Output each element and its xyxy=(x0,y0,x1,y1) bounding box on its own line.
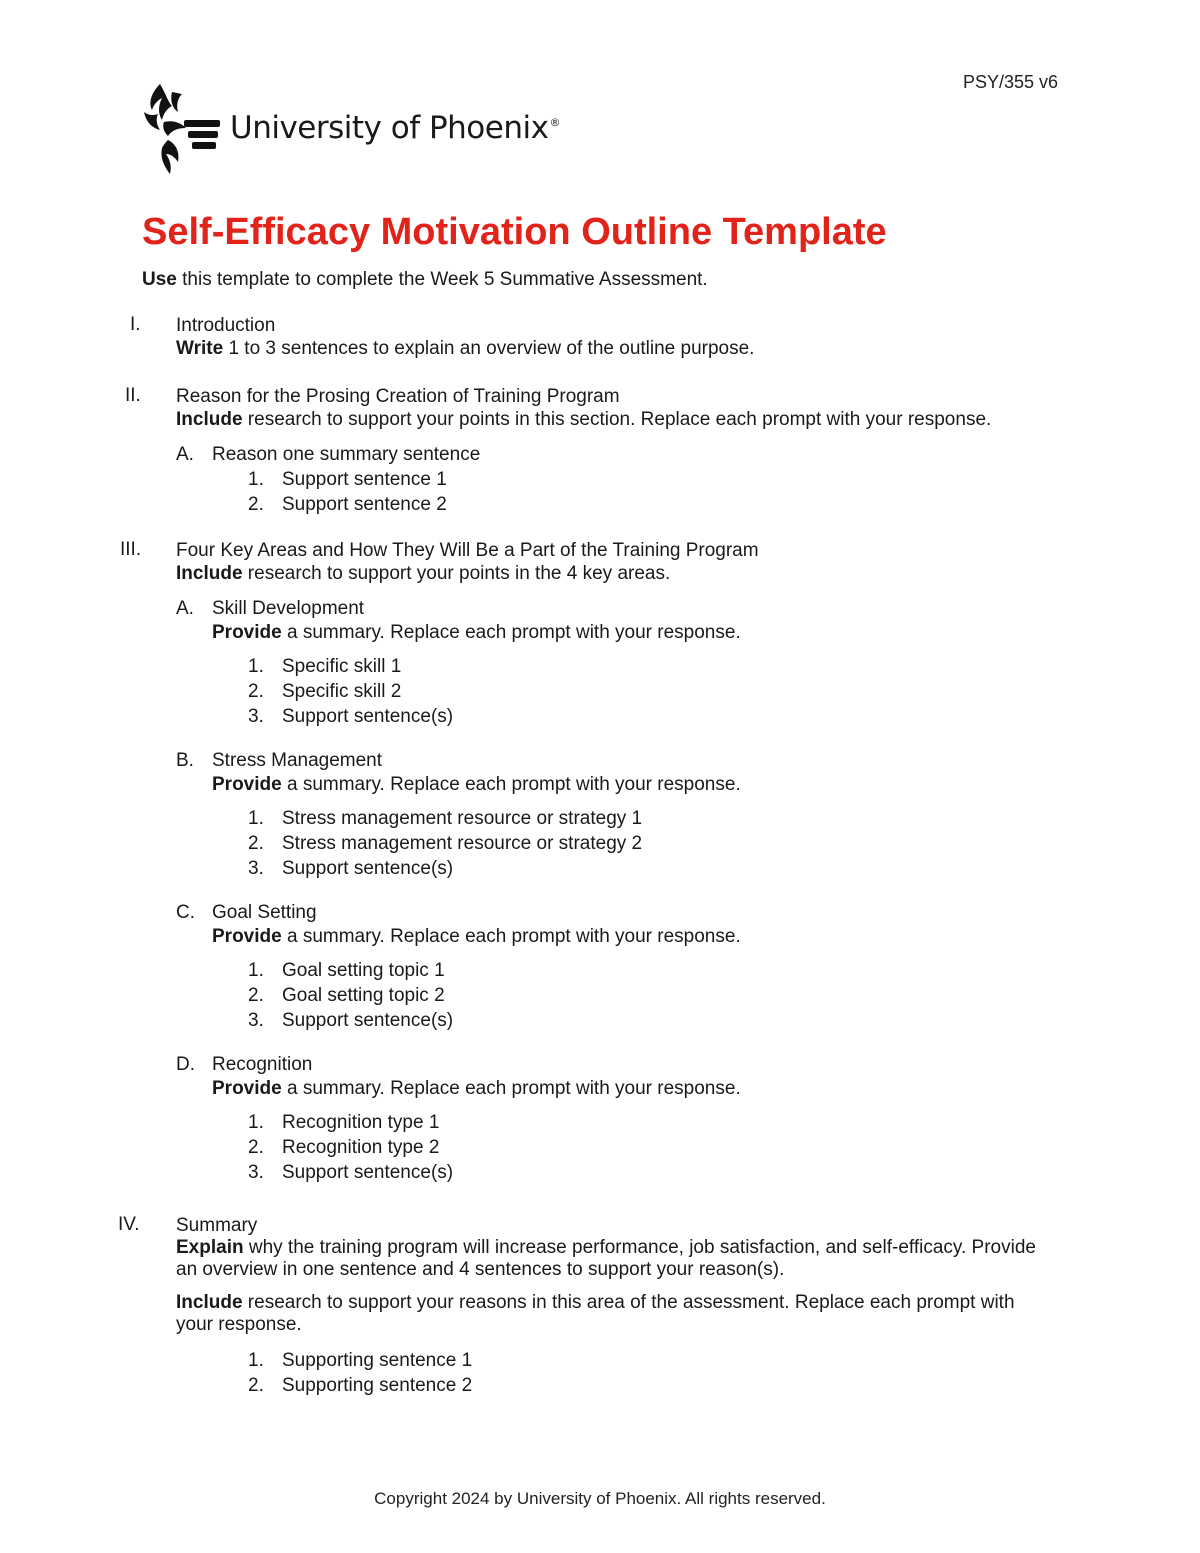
copyright-footer: Copyright 2024 by University of Phoenix. All rights reserved. xyxy=(374,1489,826,1508)
subsection-recognition xyxy=(176,1053,1056,1101)
list-item: 1. Support sentence 1 xyxy=(248,469,447,490)
subsection-reason-one xyxy=(176,443,1056,467)
list-item: 1. Recognition type 1 xyxy=(248,1112,440,1133)
list-item: 1. Stress management resource or strategy 1 xyxy=(248,808,643,829)
section-instruction: Explain why the training program will increase performance, job satisfaction, and self-efficacy. Provide an overview in one sentence and 4 sentences to support your reason(s). xyxy=(176,1237,1036,1280)
summary-list xyxy=(248,1348,1056,1398)
section-heading: Introduction xyxy=(176,315,276,336)
subsection-letter: A. xyxy=(176,598,194,619)
stress-list xyxy=(248,806,1056,881)
section-numeral: IV. xyxy=(118,1214,140,1235)
subsection-label: Recognition xyxy=(212,1054,313,1075)
section-heading: Four Key Areas and How They Will Be a Part of the Training Program xyxy=(176,540,759,561)
list-item: 3. Support sentence(s) xyxy=(248,706,454,727)
list-item: 3. Support sentence(s) xyxy=(248,858,454,879)
section-numeral: III. xyxy=(120,539,142,560)
subsection-skill-development xyxy=(176,597,1056,645)
list-item: 1. Supporting sentence 1 xyxy=(248,1350,473,1371)
phoenix-bird-icon xyxy=(142,82,222,174)
subsection-stress-management xyxy=(176,749,1056,797)
section-heading: Reason for the Prosing Creation of Training Program xyxy=(176,386,620,407)
subsection-letter: C. xyxy=(176,902,195,923)
list-item: 1. Goal setting topic 1 xyxy=(248,960,445,981)
goal-list xyxy=(248,958,1056,1033)
subsection-letter: A. xyxy=(176,444,194,465)
subsection-goal-setting xyxy=(176,901,1056,949)
recognition-list xyxy=(248,1110,1056,1185)
intro-instruction: Use this template to complete the Week 5 Summative Assessment. xyxy=(142,269,708,290)
list-item: 2. Specific skill 2 xyxy=(248,681,402,702)
subsection-instruction: Provide a summary. Replace each prompt with your response. xyxy=(212,1078,741,1099)
subsection-instruction: Provide a summary. Replace each prompt with your response. xyxy=(212,622,741,643)
subsection-letter: D. xyxy=(176,1054,195,1075)
subsection-label: Goal Setting xyxy=(212,902,317,923)
subsection-letter: B. xyxy=(176,750,194,771)
subsection-label: Skill Development xyxy=(212,598,365,619)
list-item: 2. Goal setting topic 2 xyxy=(248,985,445,1006)
section-numeral: II. xyxy=(125,385,141,406)
university-logo xyxy=(142,82,560,174)
logo-wordmark: University of Phoenix® xyxy=(230,110,560,146)
subsection-label: Stress Management xyxy=(212,750,383,771)
list-item: 1. Specific skill 1 xyxy=(248,656,402,677)
section-instruction: Include research to support your points in the 4 key areas. xyxy=(176,563,671,584)
section-instruction: Include research to support your points in this section. Replace each prompt with your response. xyxy=(176,409,992,430)
page-title: Self-Efficacy Motivation Outline Template xyxy=(142,211,887,253)
course-code: PSY/355 v6 xyxy=(962,72,1058,92)
skill-list xyxy=(248,654,1056,729)
list-item: 2. Stress management resource or strategy 2 xyxy=(248,833,643,854)
list-item: 2. Supporting sentence 2 xyxy=(248,1375,473,1396)
list-item: 2. Support sentence 2 xyxy=(248,494,447,515)
subsection-label: Reason one summary sentence xyxy=(212,444,481,465)
list-item: 3. Support sentence(s) xyxy=(248,1010,454,1031)
subsection-instruction: Provide a summary. Replace each prompt with your response. xyxy=(212,926,741,947)
section-instruction-research: Include research to support your reasons in this area of the assessment. Replace each prompt with your response. xyxy=(176,1292,1015,1335)
section-heading: Summary xyxy=(176,1215,258,1236)
subsection-instruction: Provide a summary. Replace each prompt with your response. xyxy=(212,774,741,795)
section-numeral: I. xyxy=(130,314,141,335)
support-list xyxy=(248,467,1056,517)
section-instruction: Write 1 to 3 sentences to explain an overview of the outline purpose. xyxy=(176,338,755,359)
list-item: 2. Recognition type 2 xyxy=(248,1137,440,1158)
list-item: 3. Support sentence(s) xyxy=(248,1162,454,1183)
